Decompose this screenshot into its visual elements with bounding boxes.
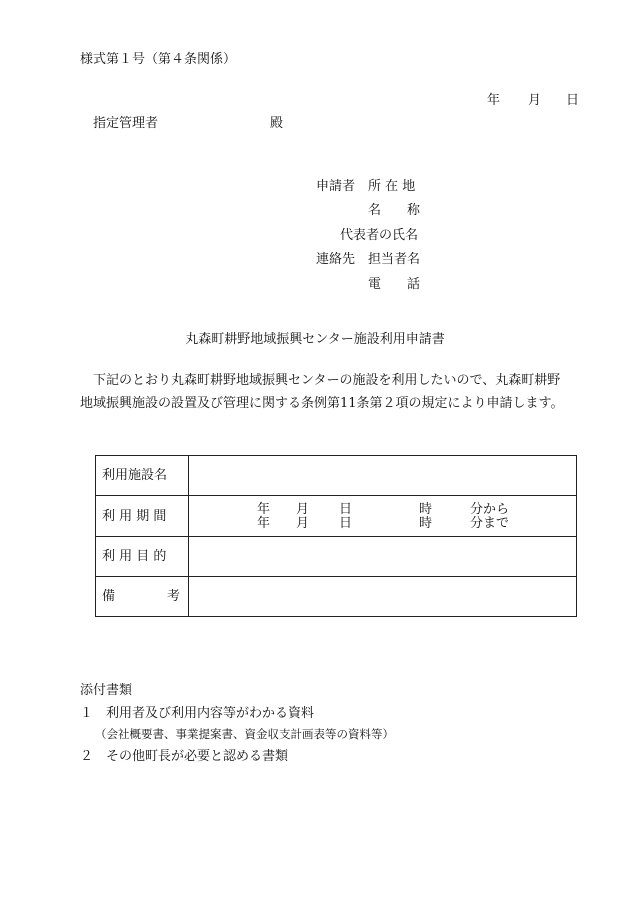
remarks-field[interactable] <box>189 577 577 617</box>
period-to-minute: 分まで <box>470 516 510 531</box>
period-label: 利 用 期 間 <box>102 508 167 524</box>
table-row-purpose <box>96 537 577 577</box>
period-from-hour: 時 <box>419 502 433 517</box>
purpose-label: 利 用 目 的 <box>102 549 167 564</box>
form-number: 様式第１号（第４条関係） <box>80 52 237 67</box>
purpose-field[interactable] <box>189 537 577 577</box>
application-table <box>95 455 577 617</box>
period-to-month: 月 <box>296 516 310 531</box>
period-from-month: 月 <box>296 502 310 517</box>
facility-label: 利用施設名 <box>102 468 168 483</box>
date-day-label: 日 <box>566 93 580 108</box>
phone-label: 電 話 <box>368 277 421 292</box>
date-year-label: 年 <box>487 93 501 108</box>
attachment-2-number: ２ <box>80 749 94 764</box>
attachments-heading: 添付書類 <box>80 683 133 698</box>
attachment-1-text: 利用者及び利用内容等がわかる資料 <box>106 706 315 721</box>
period-from-day: 日 <box>339 502 353 517</box>
contact-label: 連絡先 <box>316 252 356 267</box>
period-to-hour: 時 <box>419 516 433 531</box>
period-to-year: 年 <box>257 516 271 531</box>
body-line-2: 地域振興施設の設置及び管理に関する条例第11条第２項の規定により申請します。 <box>80 396 564 411</box>
addressee-label: 指定管理者 <box>93 116 159 131</box>
attachment-1-number: １ <box>80 706 94 721</box>
body-line-1: 下記のとおり丸森町耕野地域振興センターの施設を利用したいので、丸森町耕野 <box>80 373 561 388</box>
name-label: 名 称 <box>368 203 421 218</box>
attachment-2-text: その他町長が必要と認める書類 <box>106 749 289 764</box>
remarks-label: 備 考 <box>102 589 180 604</box>
document-title: 丸森町耕野地域振興センター施設利用申請書 <box>185 332 445 347</box>
period-to-line <box>189 517 576 530</box>
attachment-1-note: （会社概要書、事業提案書、資金収支計画表等の資料等） <box>95 727 394 741</box>
period-to-day: 日 <box>339 516 353 531</box>
addressee-honorific: 殿 <box>270 116 284 131</box>
date-month-label: 月 <box>528 93 542 108</box>
period-field[interactable] <box>189 496 577 537</box>
period-from-year: 年 <box>257 502 271 517</box>
table-row-remarks <box>96 577 577 617</box>
representative-label: 代表者の氏名 <box>340 228 419 243</box>
period-from-line <box>189 503 576 516</box>
facility-field[interactable] <box>189 456 577 496</box>
address-label: 所 在 地 <box>368 179 416 194</box>
period-from-minute: 分から <box>470 502 510 517</box>
table-row-period <box>96 496 577 537</box>
applicant-label: 申請者 <box>316 179 356 194</box>
table-row-facility <box>96 456 577 496</box>
person-in-charge-label: 担当者名 <box>368 252 421 267</box>
